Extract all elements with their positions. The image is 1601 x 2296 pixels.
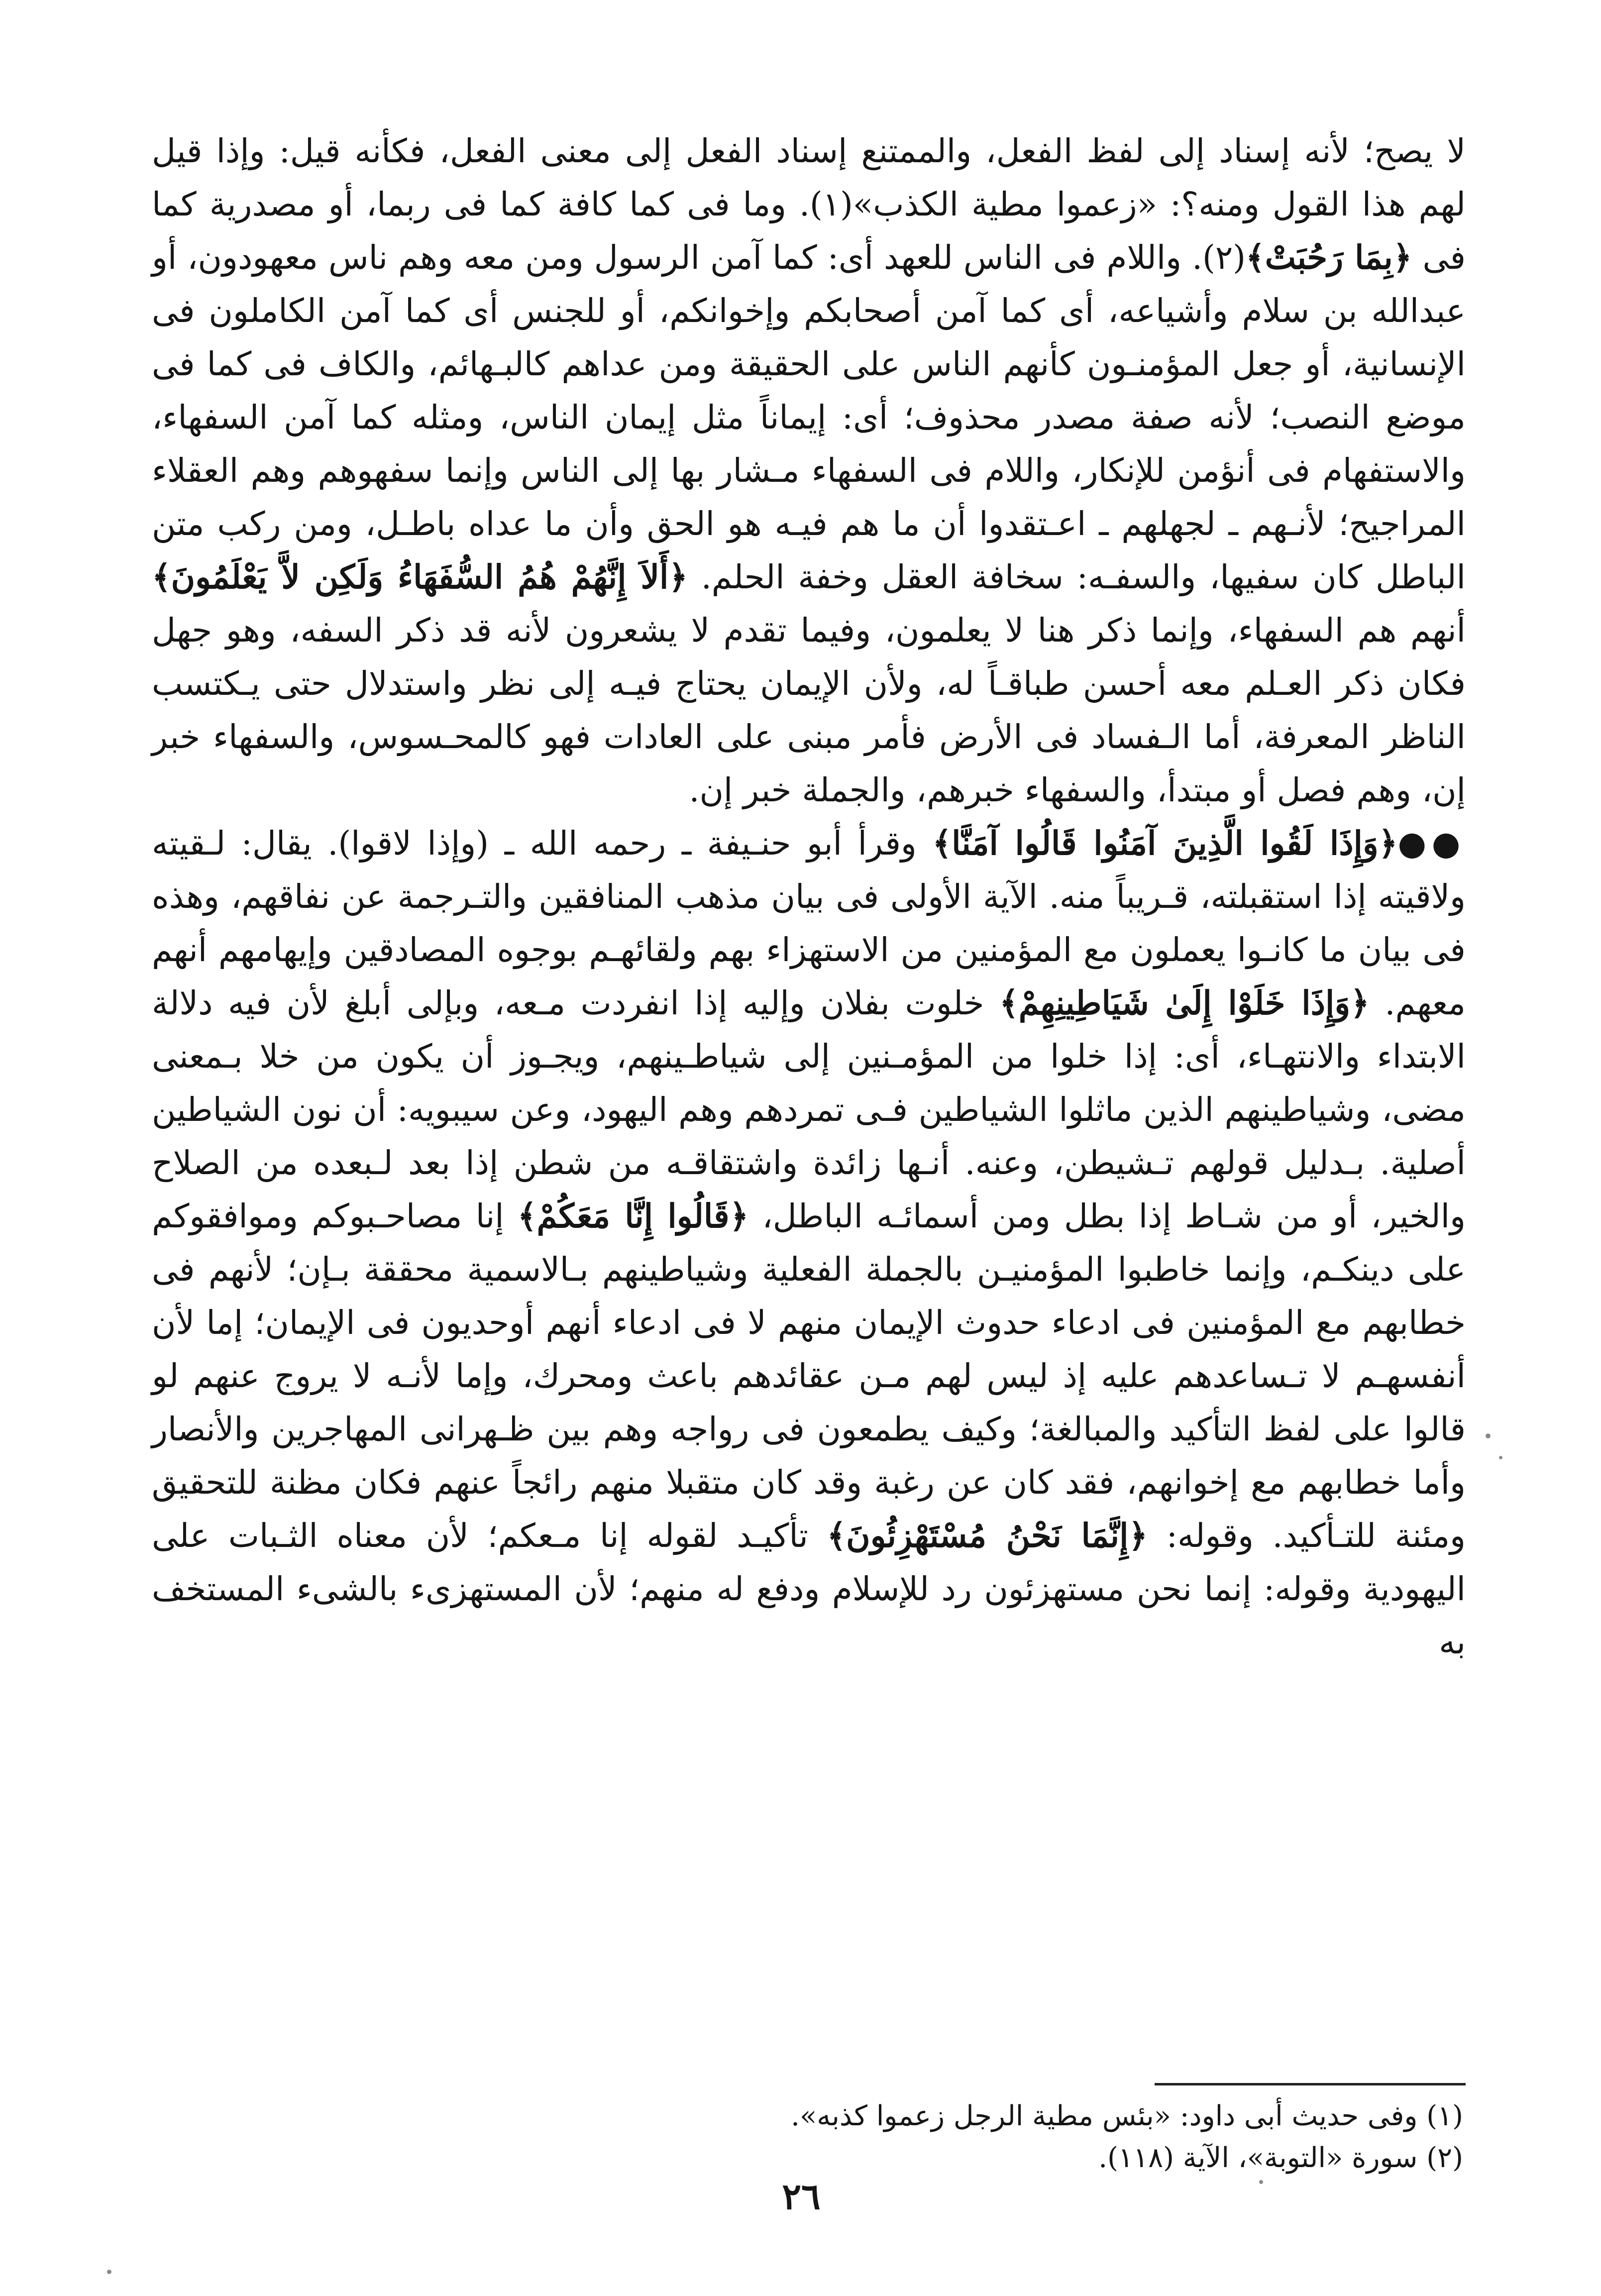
quranic-quote: ﴿إِنَّمَا نَحْنُ مُسْتَهْزِئُونَ﴾ xyxy=(827,1516,1148,1555)
quranic-quote: ●● xyxy=(1397,824,1466,863)
text-run: إنا مصاحـبوكم وموافقوكم على دينكـم، وإنما خاطبوا المؤمنيـن بالجملة الفعلية وشياطينهم بـالاسمية محققة بـإن؛ لأنهم فى خطابهم مع المؤمنين فى ادعاء حدوث الإيمان منهم لا فى ادعاء أنهم أوحديون فى الإيمان؛ إما لأن أنفسهـم لا تـساعدهم عليه إذ ليس لهم مـن عقائدهم باعث ومحرك، وإما لأنـه لا يروج عنهم لو قالوا على لفظ التأكيد والمبالغة؛ وكيف يطمعون فى رواجه وهم بين ظـهرانى المهاجرين والأنصار وأما خطابهم مع إخوانهم، فقد كان عن رغبة وقد كان متقبلا منهم رائجاً عنهم فكان مظنة للتحقيق ومئنة للتـأكيد. وقوله: xyxy=(152,1197,1466,1555)
quranic-quote: ﴿أَلاَ إِنَّهُمْ هُمُ السُّفَهَاءُ وَلَكِن لاَّ يَعْلَمُونَ﴾ xyxy=(152,557,688,596)
footnotes xyxy=(498,2095,1463,2179)
text-run: (٢). واللام فى الناس للعهد أى: كما آمن الرسول ومن معه وهم ناس معهودون، أو عبدالله بن سلام وأشياعه، أى كما آمن أصحابكم وإخوانكم، أو للجنس أى كما آمن الكاملون فى الإنسانية، أو جعل المؤمنـون كأنهم الناس على الحقيقة ومن عداهم كالبـهائم، والكاف فى كما فى موضع النصب؛ لأنه صفة مصدر محذوف؛ أى: إيماناً مثل إيمان الناس، ومثله كما آمن السفهاء، والاستفهام فى أنؤمن للإنكار، واللام فى السفهاء مـشار بها إلى الناس وإنما سفهوهم وهم العقلاء المراجيح؛ لأنـهم ـ لجهلهم ـ اعـتقدوا أن ما هم فيـه هو الحق وأن ما عداه باطـل، ومن ركب متن الباطل كان سفيها، والسفـه: سخافة العقل وخفة الحلم. xyxy=(152,238,1466,596)
quranic-quote: ﴿قَالُوا إِنَّا مَعَكُمْ﴾ xyxy=(517,1197,749,1235)
quranic-quote: ﴿وَإِذَا خَلَوْا إِلَىٰ شَيَاطِينِهِمْ﴾ xyxy=(999,984,1370,1022)
quranic-quote: ﴿بِمَا رَحُبَتْ﴾ xyxy=(1246,238,1412,277)
text-run: وقرأ أبو حنـيفة ـ رحمه الله ـ (وإذا لاقوا). يقال: لـقيته ولاقيته إذا استقبلته، قـريباً منه. الآية الأولى فى بيان مذهب المنافقين والتـرجمة عن نفاقهم، وهذه فى بيان ما كانـوا يعملون مع المؤمنين من الاستهزاء بهم ولقائهـم بوجوه المصادقين وإيهامهم أنهم معهم. xyxy=(152,824,1466,1022)
main-text xyxy=(152,124,1466,1669)
text-run: أنهم هم السفهاء، وإنما ذكر هنا لا يعلمون، وفيما تقدم لا يشعرون لأنه قد ذكر السفه، وهو جهل فكان ذكر العـلم معه أحسن طباقـاً له، ولأن الإيمان يحتاج فيـه إلى نظر واستدلال حتى يـكتسب الناظر المعرفة، أما الـفساد فى الأرض فأمر مبنى على العادات فهو كالمحـسوس، والسفهاء خبر إن، وهم فصل أو مبتدأ، والسفهاء خبرهم، والجملة خبر إن. xyxy=(152,611,1466,809)
text-run: تأكيـد لقوله إنا مـعكم؛ لأن معناه الثـبات على اليهودية وقوله: إنما نحن مستهزئون رد للإسلام ودفع له منهم؛ لأن المستهزىء بالشىء المستخف به xyxy=(152,1517,1466,1661)
footnote-1: (١) وفى حديث أبى داود: «بئس مطية الرجل زعموا كذبه». xyxy=(791,2100,1463,2132)
scan-speck xyxy=(1499,1456,1502,1459)
text-run: لا يصح؛ لأنه إسناد إلى لفظ الفعل، والممتنع إسناد الفعل إلى معنى الفعل، فكأنه قيل: وإذا قيل لهم هذا القول ومنه؟: «زعموا مطية الكذب»(١). وما فى كما كافة كما فى ربما، أو مصدرية كما فى xyxy=(152,132,1466,277)
scan-speck xyxy=(107,2270,111,2274)
paragraph-2 xyxy=(152,817,1466,1669)
scan-speck xyxy=(1486,1433,1491,1438)
text-run: خلوت بفلان وإليه إذا انفردت مـعه، وبإلى أبلغ لأن فيه دلالة الابتداء والانتهـاء، أى: إذا خلوا من المؤمـنين إلى شياطـينهم، ويجـوز أن يكون من خلا بـمعنى مضى، وشياطينهم الذين ماثلوا الشياطين فـى تمردهم وهم اليهود، وعن سيبويه: أن نون الشياطين أصلية. بـدليل قولهم تـشيطن، وعنه. أنـها زائدة واشتقاقـه من شطن إذا بعد لـبعده من الصلاح والخير، أو من شـاط إذا بطل ومن أسمائـه الباطل، xyxy=(152,984,1466,1235)
paragraph-1 xyxy=(152,124,1466,817)
footnote-separator xyxy=(1155,2083,1466,2085)
scan-speck xyxy=(1259,2180,1263,2184)
footnote-2: (٢) سورة «التوبة»، الآية (١١٨). xyxy=(1098,2142,1463,2174)
page-number: ٢٦ xyxy=(782,2175,821,2217)
quranic-quote: ﴿وَإِذَا لَقُوا الَّذِينَ آمَنُوا قَالُوا آمَنَّا﴾ xyxy=(932,824,1398,863)
